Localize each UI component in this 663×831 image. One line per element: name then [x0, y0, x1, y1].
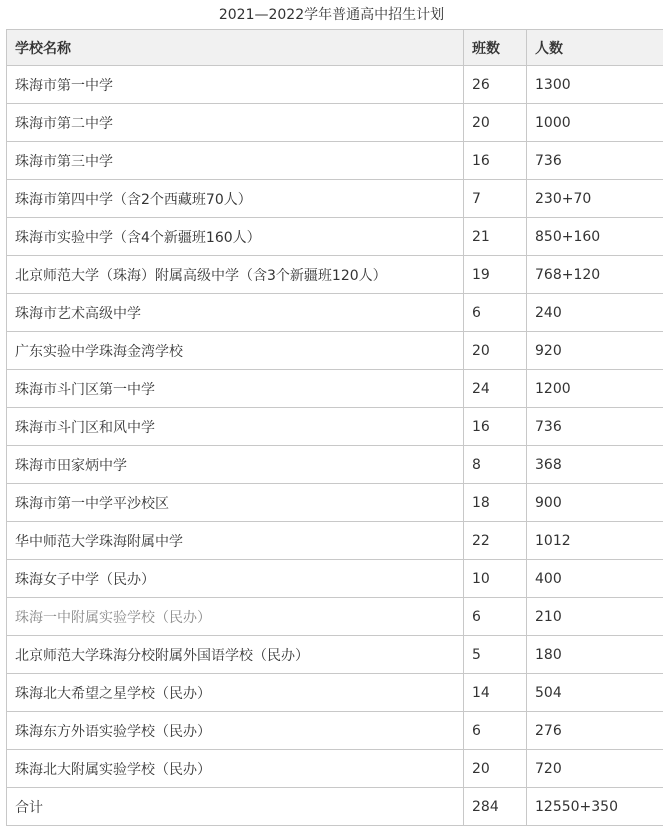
- total-class-count-cell: 284: [464, 788, 527, 826]
- student-count-cell: 1300: [527, 66, 663, 104]
- class-count-cell: 26: [464, 66, 527, 104]
- student-count-cell: 240: [527, 294, 663, 332]
- student-count-cell: 210: [527, 598, 663, 636]
- class-count-cell: 22: [464, 522, 527, 560]
- school-name-cell: 珠海市斗门区第一中学: [7, 370, 464, 408]
- student-count-cell: 400: [527, 560, 663, 598]
- header-school-name: 学校名称: [7, 30, 464, 66]
- table-row: [7, 598, 663, 636]
- table-row: [7, 104, 663, 142]
- table-row: [7, 180, 663, 218]
- school-name-cell: 珠海市第三中学: [7, 142, 464, 180]
- enrollment-table: [6, 29, 663, 826]
- total-label-cell: 合计: [7, 788, 464, 826]
- class-count-cell: 18: [464, 484, 527, 522]
- table-row: [7, 712, 663, 750]
- class-count-cell: 16: [464, 408, 527, 446]
- table-row: [7, 142, 663, 180]
- class-count-cell: 6: [464, 294, 527, 332]
- student-count-cell: 1012: [527, 522, 663, 560]
- student-count-cell: 736: [527, 408, 663, 446]
- class-count-cell: 10: [464, 560, 527, 598]
- school-name-cell: 珠海市田家炳中学: [7, 446, 464, 484]
- student-count-cell: 368: [527, 446, 663, 484]
- class-count-cell: 20: [464, 332, 527, 370]
- school-name-cell: 珠海市第二中学: [7, 104, 464, 142]
- table-row: [7, 370, 663, 408]
- class-count-cell: 5: [464, 636, 527, 674]
- total-student-count-cell: 12550+350: [527, 788, 663, 826]
- table-row: [7, 218, 663, 256]
- total-row: [7, 788, 663, 826]
- table-row: [7, 446, 663, 484]
- table-row: [7, 484, 663, 522]
- class-count-cell: 14: [464, 674, 527, 712]
- class-count-cell: 6: [464, 598, 527, 636]
- school-name-cell: 珠海市实验中学（含4个新疆班160人）: [7, 218, 464, 256]
- table-row: [7, 408, 663, 446]
- school-name-cell: 广东实验中学珠海金湾学校: [7, 332, 464, 370]
- school-name-cell: 华中师范大学珠海附属中学: [7, 522, 464, 560]
- school-name-cell: 珠海市艺术高级中学: [7, 294, 464, 332]
- table-row: [7, 66, 663, 104]
- student-count-cell: 736: [527, 142, 663, 180]
- school-name-cell: 珠海北大附属实验学校（民办）: [7, 750, 464, 788]
- class-count-cell: 21: [464, 218, 527, 256]
- class-count-cell: 6: [464, 712, 527, 750]
- class-count-cell: 24: [464, 370, 527, 408]
- school-name-cell: 北京师范大学（珠海）附属高级中学（含3个新疆班120人）: [7, 256, 464, 294]
- student-count-cell: 720: [527, 750, 663, 788]
- school-name-cell: 北京师范大学珠海分校附属外国语学校（民办）: [7, 636, 464, 674]
- class-count-cell: 20: [464, 750, 527, 788]
- header-class-count: 班数: [464, 30, 527, 66]
- table-row: [7, 522, 663, 560]
- table-header-row: [7, 30, 663, 66]
- school-name-cell: 珠海市斗门区和风中学: [7, 408, 464, 446]
- student-count-cell: 180: [527, 636, 663, 674]
- student-count-cell: 504: [527, 674, 663, 712]
- table-row: [7, 294, 663, 332]
- table-row: [7, 256, 663, 294]
- class-count-cell: 7: [464, 180, 527, 218]
- header-student-count: 人数: [527, 30, 663, 66]
- table-row: [7, 636, 663, 674]
- student-count-cell: 276: [527, 712, 663, 750]
- table-title: 2021—2022学年普通高中招生计划: [218, 7, 445, 23]
- school-name-cell: 珠海女子中学（民办）: [7, 560, 464, 598]
- table-row: [7, 332, 663, 370]
- table-row: [7, 674, 663, 712]
- student-count-cell: 768+120: [527, 256, 663, 294]
- school-name-cell: 珠海市第一中学平沙校区: [7, 484, 464, 522]
- student-count-cell: 1200: [527, 370, 663, 408]
- table-row: [7, 750, 663, 788]
- class-count-cell: 8: [464, 446, 527, 484]
- school-name-cell: 珠海市第一中学: [7, 66, 464, 104]
- student-count-cell: 900: [527, 484, 663, 522]
- school-name-cell: 珠海东方外语实验学校（民办）: [7, 712, 464, 750]
- class-count-cell: 19: [464, 256, 527, 294]
- class-count-cell: 20: [464, 104, 527, 142]
- school-name-cell: 珠海市第四中学（含2个西藏班70人）: [7, 180, 464, 218]
- school-name-cell: 珠海一中附属实验学校（民办）: [7, 598, 464, 636]
- class-count-cell: 16: [464, 142, 527, 180]
- school-name-cell: 珠海北大希望之星学校（民办）: [7, 674, 464, 712]
- table-row: [7, 560, 663, 598]
- student-count-cell: 920: [527, 332, 663, 370]
- student-count-cell: 850+160: [527, 218, 663, 256]
- student-count-cell: 1000: [527, 104, 663, 142]
- student-count-cell: 230+70: [527, 180, 663, 218]
